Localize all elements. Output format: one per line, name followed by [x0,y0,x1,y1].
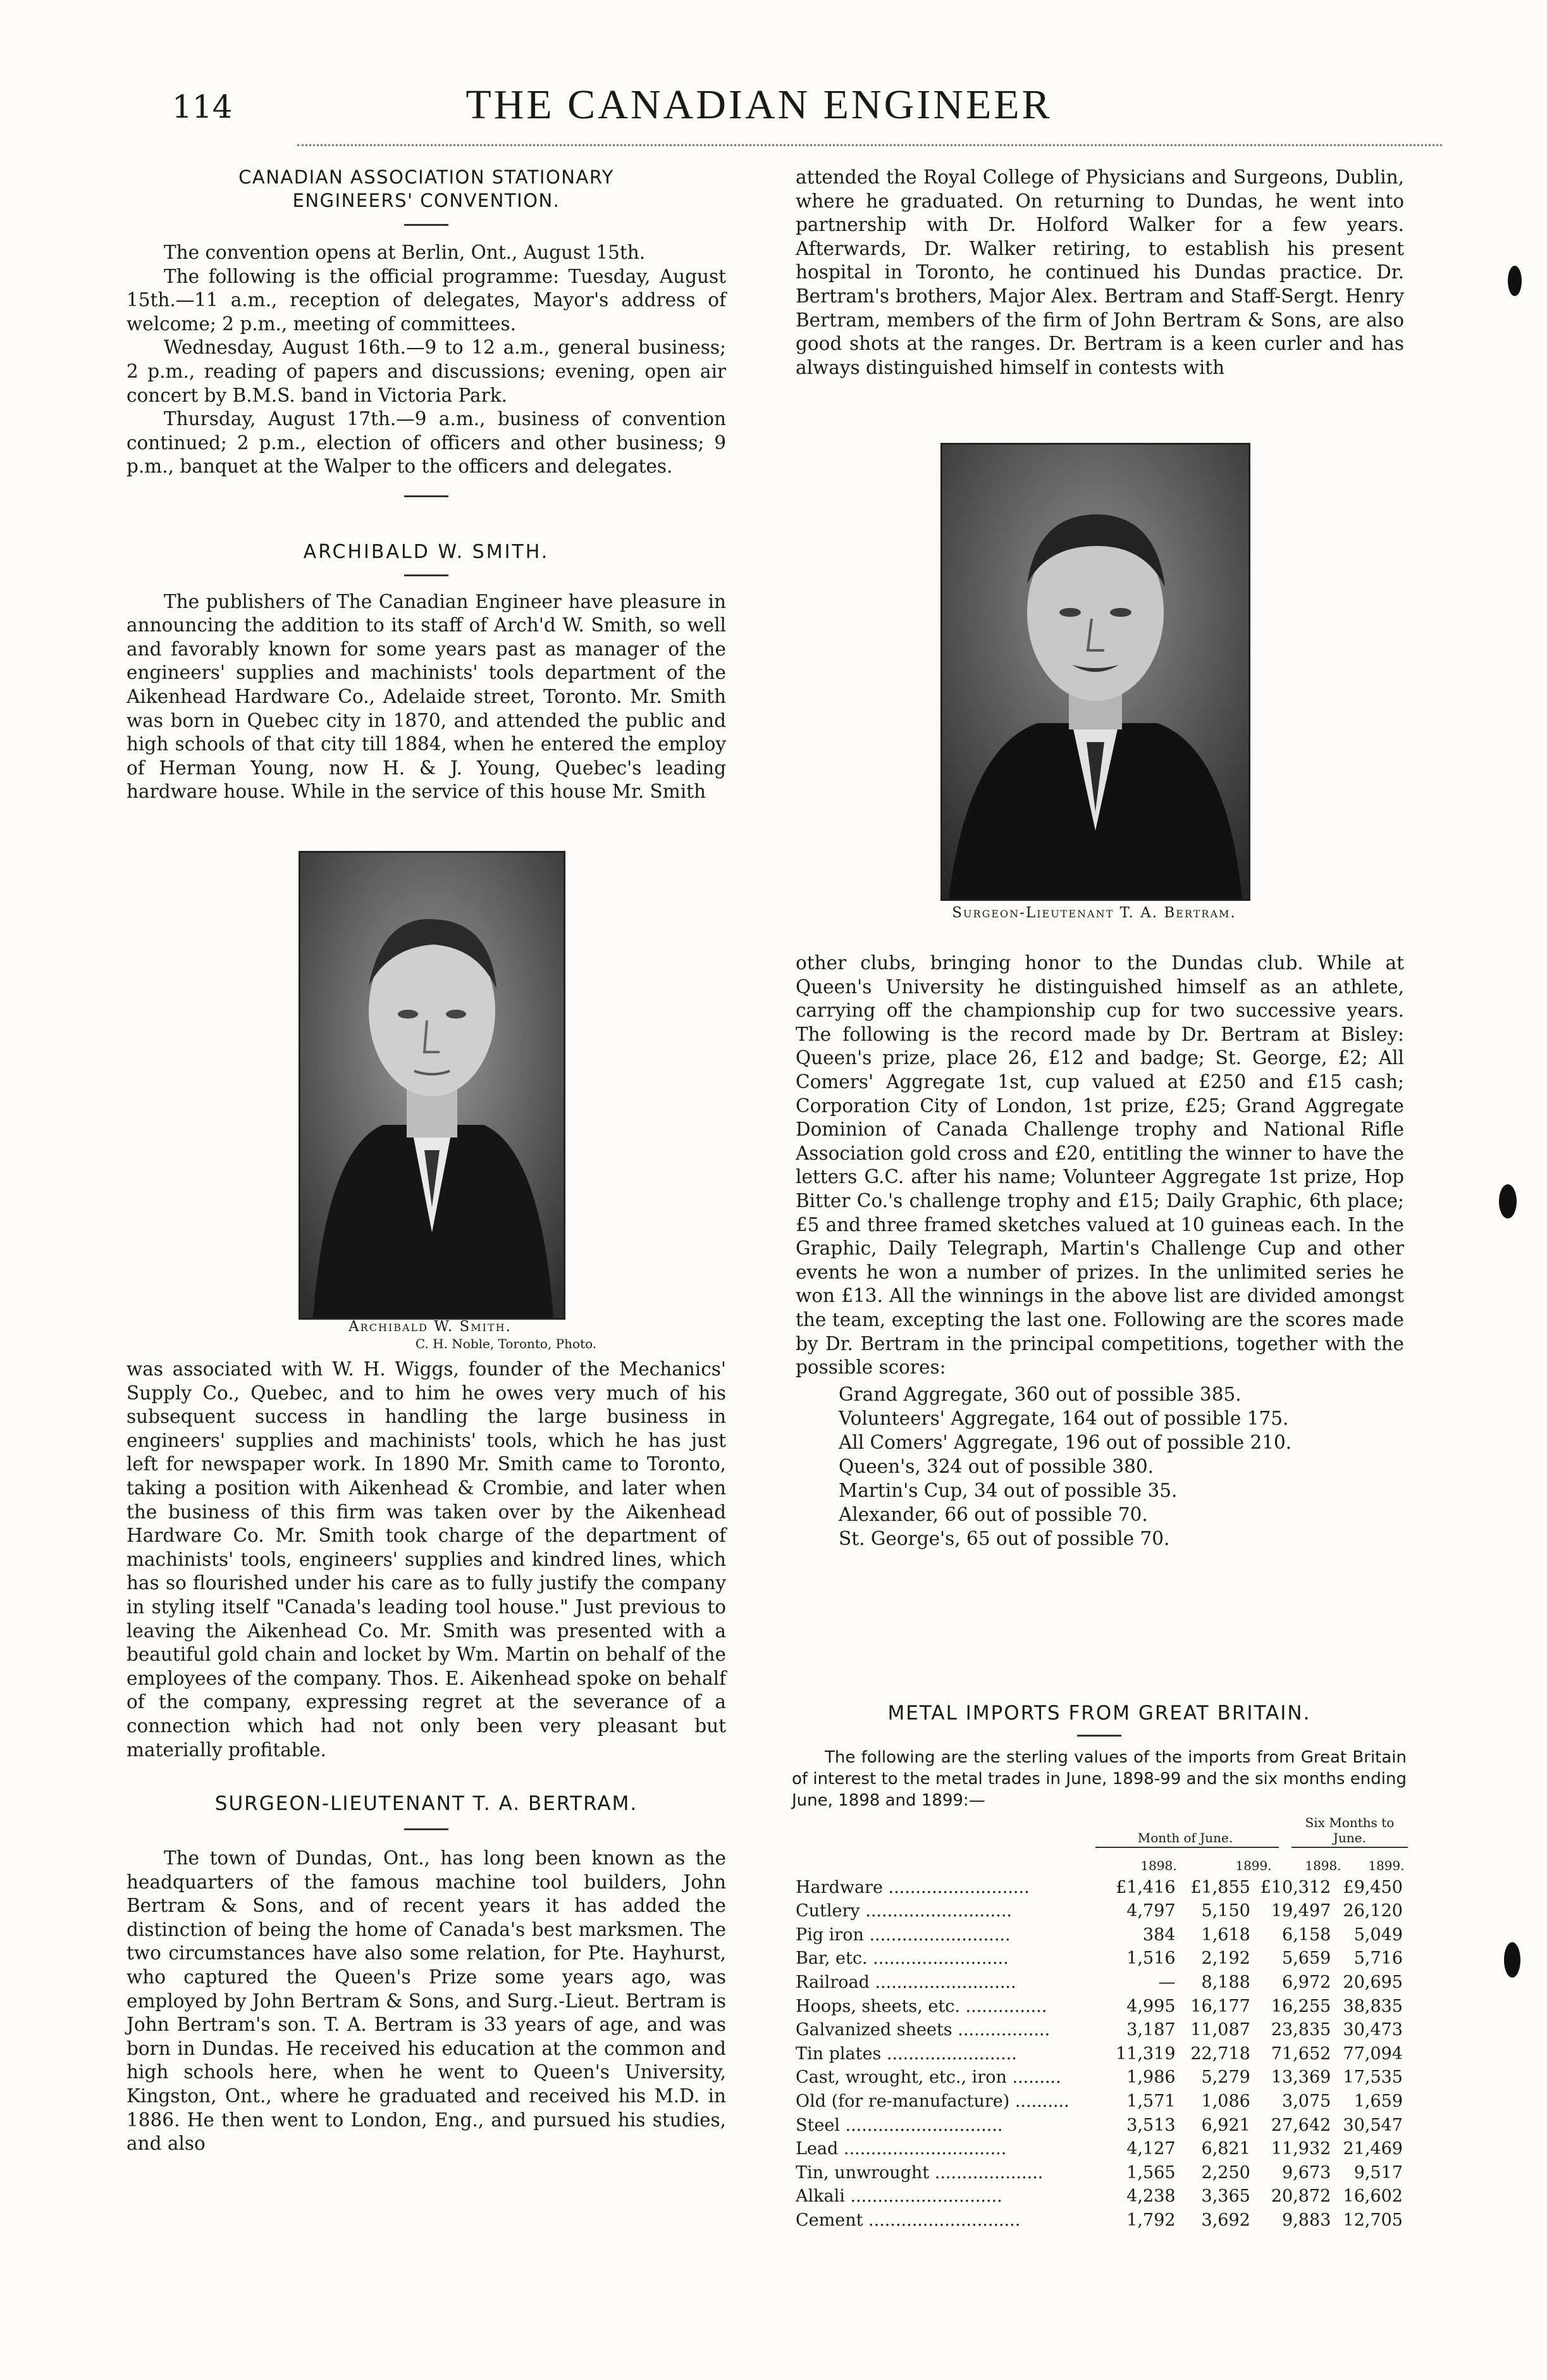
item-name: Hardware .......................... [796,1877,1030,1897]
table-row [792,2161,1407,2185]
metal-table [792,1876,1407,2233]
item-value: 30,547 [1343,2115,1403,2135]
title-dash [404,1828,448,1830]
section-dash [404,495,448,497]
item-value: 38,835 [1343,1996,1403,2016]
metal-intro: The following are the sterling values of the imports from Great Britain of interest to the metal trades in June, 1898-99 and the six months ending June, 1898 and 1899:— [792,1747,1407,1810]
portrait-image [300,853,564,1318]
item-name: Galvanized sheets ................. [796,2020,1051,2040]
item-value: 4,238 [1126,2186,1176,2207]
convention-para: Thursday, August 17th.—9 a.m., business of convention continued; 2 p.m., election of officers and other business; 9 p.m., banquet at the Walper to the officers and delegates. [126,408,726,478]
item-value: 23,835 [1271,2020,1331,2040]
table-row [792,2018,1407,2042]
item-name: Old (for re-manufacture) .......... [796,2091,1069,2111]
item-value: 19,497 [1271,1901,1331,1921]
item-value: 5,716 [1353,1949,1403,1969]
group-month: Month of June. [1137,1830,1233,1845]
item-value: £10,312 [1260,1877,1331,1897]
item-name: Cast, wrought, etc., iron ......... [796,2067,1061,2088]
table-row [792,2066,1407,2090]
item-value: £9,450 [1343,1877,1403,1897]
item-name: Cutlery ........................... [796,1901,1012,1921]
item-value: 11,087 [1190,2020,1250,2040]
item-value: 5,659 [1282,1949,1331,1969]
bertram-para-2: other clubs, bringing honor to the Dundas club. While at Queen's University he distinguished himself as an athlete, carrying off the championship cup for two successive years. The following is the record made by Dr. Bertram at Bisley: Queen's prize, place 26, £12 and badge; St. George, £2; All Comers' Aggregate 1st, cup valued at £250 and £15 cash; Corporation City of London, 1st prize, £25; Grand Aggregate Dominion of Canada Challenge trophy and National Rifle Association gold cross and £20, entitling the winner to have the letters G.C. after his name; Volunteer Aggregate 1st prize, Hop Bitter Co.'s challenge trophy and £15; Daily Graphic, 6th place; £5 and three framed sketches valued at 10 guineas each. In the Graphic, Daily Telegraph, Martin's Challenge Cup and other events he won a number of prizes. In the unlimited series he won £13. All the winnings in the above list are divided amongst the team, excepting the last one. Following are the scores made by Dr. Bertram in the principal competitions, together with the possible scores: [796,952,1404,1379]
year-col: 1898. [1140,1857,1177,1873]
item-value: 6,821 [1201,2139,1250,2159]
item-value: 5,279 [1201,2067,1250,2088]
item-name: Steel ............................. [796,2115,1003,2135]
item-value: 1,516 [1126,1949,1176,1969]
right-column-middle [796,951,1404,1551]
item-value: 3,365 [1201,2186,1250,2207]
margin-blot [1504,1942,1520,1978]
title-dash [404,574,448,576]
item-value: 5,049 [1353,1924,1403,1945]
convention-para: Wednesday, August 16th.—9 to 12 a.m., general business; 2 p.m., reading of papers and discussions; evening, open air concert by B.M.S. band in Victoria Park. [126,337,726,406]
item-value: 1,571 [1126,2091,1176,2111]
item-value: 3,187 [1126,2020,1176,2040]
table-row [792,1971,1407,1995]
item-value: 4,127 [1126,2139,1176,2159]
margin-blot [1499,1184,1517,1218]
item-value: 1,986 [1126,2067,1176,2088]
bertram-title: SURGEON-LIEUTENANT T. A. BERTRAM. [214,1792,638,1816]
item-value: 22,718 [1190,2043,1250,2064]
margin-blot [1508,266,1522,296]
group-month-brace [1095,1847,1279,1848]
title-dash [1077,1735,1121,1737]
title-dash [404,224,448,226]
item-value: 77,094 [1343,2043,1403,2064]
item-value: 6,921 [1201,2115,1250,2135]
smith-para-1: The publishers of The Canadian Engineer have pleasure in announcing the addition to its staff of Arch'd W. Smith, so well and favorably known for some years past as manager of the engineers' supplies and machinists' tools department of the Aikenhead Hardware Co., Adelaide street, Toronto. Mr. Smith was born in Quebec city in 1870, and attended the public and high schools of that city till 1884, when he entered the employ of Herman Young, now H. & J. Young, Quebec's leading hardware house. While in the service of this house Mr. Smith [126,590,726,803]
item-value: 71,652 [1271,2043,1331,2064]
table-row [792,1876,1407,1900]
score-line: All Comers' Aggregate, 196 out of possible 210. [839,1431,1292,1453]
table-row [792,1995,1407,2019]
bertram-para-1-cont: attended the Royal College of Physicians and Surgeons, Dublin, where he graduated. On returning to Dundas, he went into partnership with Dr. Holford Walker for a few years. Afterwards, Dr. Walker retiring, to establish his present hospital in Toronto, he continued his Dundas practice. Dr. Bertram's brothers, Major Alex. Bertram and Staff-Sergt. Henry Bertram, members of the firm of John Bertram & Sons, are also good shots at the ranges. Dr. Bertram is a keen curler and has always distinguished himself in contests with [796,166,1404,378]
item-value: 4,797 [1126,1901,1176,1921]
metal-title: METAL IMPORTS FROM GREAT BRITAIN. [887,1702,1311,1725]
item-name: Railroad .......................... [796,1972,1016,1992]
smith-title: ARCHIBALD W. SMITH. [303,540,550,563]
item-value: 9,883 [1282,2210,1331,2230]
item-value: 3,692 [1201,2210,1250,2230]
item-value: 1,659 [1353,2091,1403,2111]
left-column-top [126,166,726,804]
item-value: 16,602 [1343,2186,1403,2207]
convention-para: The following is the official programme: Tuesday, August 15th.—11 a.m., reception of delegates, Mayor's address of welcome; 2 p.m., meeting of committees. [126,265,726,335]
item-value: — [1158,1972,1176,1992]
item-value: 3,513 [1126,2115,1176,2135]
item-value: 1,792 [1126,2210,1176,2230]
table-row [792,2137,1407,2161]
group-six-months: Six Months to June. [1305,1814,1395,1845]
item-value: 30,473 [1343,2020,1403,2040]
item-value: 2,250 [1201,2162,1250,2183]
item-name: Hoops, sheets, etc. ............... [796,1996,1047,2016]
item-name: Pig iron .......................... [796,1924,1011,1945]
portrait-image [942,445,1248,899]
item-value: 5,150 [1201,1901,1250,1921]
item-value: 17,535 [1343,2067,1403,2088]
item-value: 3,075 [1282,2091,1331,2111]
bertram-para-1: The town of Dundas, Ont., has long been known as the headquarters of the famous machine tool builders, John Bertram & Sons, and of recent years it has added the distinction of being the home of Canada's best marksmen. The two circumstances have also some relation, for Pte. Hayhurst, who captured the Queen's Prize some years ago, was employed by John Bertram & Sons, and Surg.-Lieut. Bertram is John Bertram's son. T. A. Bertram is 33 years of age, and was born in Dundas. He received his education at the common and high schools here, when he went to Queen's University, Kingston, Ont., where he graduated and received his M.D. in 1886. He then went to London, Eng., and pursued his studies, and also [126,1847,726,2155]
item-value: 8,188 [1201,1972,1250,1992]
metal-table-head [792,1815,1407,1876]
year-col: 1898. [1305,1857,1341,1873]
item-value: 9,517 [1353,2162,1403,2183]
item-value: 2,192 [1201,1949,1250,1969]
item-value: 1,565 [1126,2162,1176,2183]
bertram-photo [940,443,1250,901]
score-line: Martin's Cup, 34 out of possible 35. [839,1479,1178,1501]
table-row [792,1947,1407,1971]
convention-title: CANADIAN ASSOCIATION STATIONARY ENGINEERS' CONVENTION. [238,166,614,211]
table-row [792,1899,1407,1923]
smith-photo-credit: C. H. Noble, Toronto, Photo. [415,1336,597,1351]
table-row [792,2042,1407,2066]
score-line: St. George's, 65 out of possible 70. [839,1527,1170,1549]
score-line: Grand Aggregate, 360 out of possible 385. [839,1383,1242,1405]
year-col: 1899. [1368,1857,1405,1873]
page-number: 114 [172,89,233,125]
score-line: Queen's, 324 out of possible 380. [839,1455,1154,1477]
item-value: 6,972 [1282,1972,1331,1992]
item-value: 9,673 [1282,2162,1331,2183]
smith-photo [299,851,565,1320]
item-value: 20,695 [1343,1972,1403,1992]
item-value: £1,416 [1116,1877,1176,1897]
item-name: Alkali ............................ [796,2186,1002,2207]
item-value: 16,255 [1271,1996,1331,2016]
score-line: Alexander, 66 out of possible 70. [839,1503,1148,1525]
score-list [839,1382,1404,1551]
table-row [792,1923,1407,1947]
metal-imports-section [792,1702,1407,2233]
head-rule [297,144,1442,146]
item-value: 4,995 [1126,1996,1176,2016]
item-value: 21,469 [1343,2139,1403,2159]
table-row [792,2209,1407,2233]
item-value: 20,872 [1271,2186,1331,2207]
item-name: Tin plates ........................ [796,2043,1017,2064]
right-column-top [796,166,1404,380]
year-col: 1899. [1235,1857,1272,1873]
item-value: 26,120 [1343,1901,1403,1921]
item-value: 11,319 [1116,2043,1176,2064]
item-value: £1,855 [1190,1877,1250,1897]
item-name: Cement ............................ [796,2210,1021,2230]
smith-para-2: was associated with W. H. Wiggs, founder of the Mechanics' Supply Co., Quebec, and to him he owes very much of his subsequent success in handling the large business in engineers' supplies and machinists' tools, which he has just left for newspaper work. In 1890 Mr. Smith came to Toronto, taking a position with Aikenhead & Crombie, and later when the business of this firm was taken over by the Aikenhead Hardware Co. Mr. Smith took charge of the department of machinists' tools, engineers' supplies and kindred lines, which has so flourished under his care as to fully justify the company in styling itself "Canada's leading tool house." Just previous to leaving the Aikenhead Co. Mr. Smith was presented with a beautiful gold chain and locket by Wm. Martin on behalf of the employees of the company. Thos. E. Aikenhead spoke on behalf of the company, expressing regret at the severance of a connection which had not only been very pleasant but materially profitable. [126,1358,726,1761]
item-value: 384 [1143,1924,1176,1945]
item-value: 12,705 [1343,2210,1403,2230]
item-value: 27,642 [1271,2115,1331,2135]
item-name: Tin, unwrought .................... [796,2162,1044,2183]
item-value: 1,618 [1201,1924,1250,1945]
convention-para: The convention opens at Berlin, Ont., August 15th. [164,242,646,263]
running-head: THE CANADIAN ENGINEER [465,82,1052,128]
item-name: Lead .............................. [796,2139,1007,2159]
group-six-brace [1291,1847,1408,1848]
item-value: 16,177 [1190,1996,1250,2016]
item-name: Bar, etc. ......................... [796,1949,1009,1969]
left-column-bottom [126,1358,726,2156]
smith-photo-caption: Archibald W. Smith. [348,1318,512,1335]
item-value: 6,158 [1282,1924,1331,1945]
item-value: 11,932 [1271,2139,1331,2159]
table-row [792,2090,1407,2114]
score-line: Volunteers' Aggregate, 164 out of possible 175. [839,1407,1289,1429]
item-value: 1,086 [1201,2091,1250,2111]
bertram-photo-caption: Surgeon-Lieutenant T. A. Bertram. [952,905,1236,921]
table-row [792,2185,1407,2209]
item-value: 13,369 [1271,2067,1331,2088]
table-row [792,2114,1407,2138]
